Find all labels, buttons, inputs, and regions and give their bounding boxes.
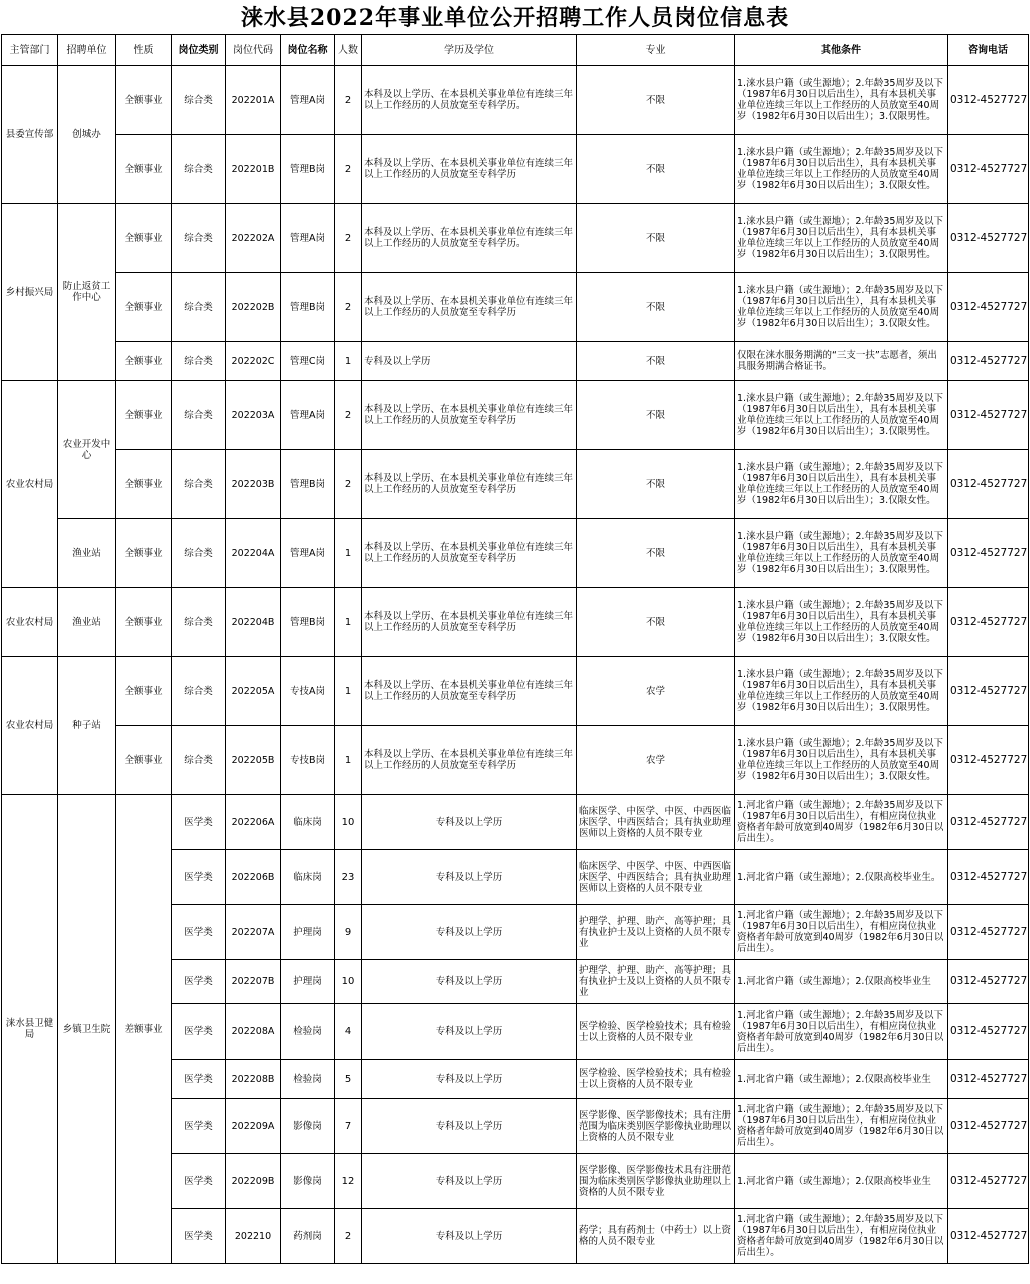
- category-cell: 综合类: [172, 66, 226, 135]
- post-name-cell: 护理岗: [281, 960, 335, 1004]
- category-cell: 综合类: [172, 342, 226, 381]
- recruitment-table: [1, 34, 1029, 1264]
- count-cell: 5: [335, 1060, 362, 1099]
- header-nature: 性质: [116, 35, 172, 66]
- post-name-cell: 管理B岗: [281, 273, 335, 342]
- category-cell: 综合类: [172, 657, 226, 726]
- count-cell: 9: [335, 905, 362, 960]
- count-cell: 1: [335, 519, 362, 588]
- table-row: [2, 588, 1029, 657]
- phone-cell: 0312-4527727: [948, 1060, 1029, 1099]
- category-cell: 医学类: [172, 1154, 226, 1209]
- code-cell: 202209A: [226, 1099, 281, 1154]
- other-cell: 1.河北省户籍（或生源地）；2.年龄35周岁及以下（1987年6月30日以后出生），有相应岗位执业资格者年龄可放宽到40周岁（1982年6月30日以后出生）。: [735, 905, 948, 960]
- other-cell: 1.河北省户籍（或生源地）；2.年龄35周岁及以下（1987年6月30日以后出生），有相应岗位执业资格者年龄可放宽到40周岁（1982年6月30日以后出生）。: [735, 795, 948, 850]
- code-cell: 202204B: [226, 588, 281, 657]
- table-row: [2, 135, 1029, 204]
- post-name-cell: 专技A岗: [281, 657, 335, 726]
- major-cell: 不限: [577, 66, 735, 135]
- phone-cell: 0312-4527727: [948, 1099, 1029, 1154]
- other-cell: 1.河北省户籍（或生源地）；2.年龄35周岁及以下（1987年6月30日以后出生），有相应岗位执业资格者年龄可放宽到40周岁（1982年6月30日以后出生）。: [735, 1209, 948, 1264]
- code-cell: 202203A: [226, 381, 281, 450]
- unit-cell: 农业开发中心: [58, 381, 116, 519]
- nature-cell: 全额事业: [116, 450, 172, 519]
- education-cell: 本科及以上学历、在本县机关事业单位有连续三年以上工作经历的人员放宽至专科学历。: [362, 204, 577, 273]
- category-cell: 医学类: [172, 1209, 226, 1264]
- header-phone: 咨询电话: [948, 35, 1029, 66]
- count-cell: 2: [335, 204, 362, 273]
- count-cell: 2: [335, 273, 362, 342]
- dept-cell: 农业农村局: [2, 381, 58, 588]
- category-cell: 综合类: [172, 381, 226, 450]
- other-cell: 1.河北省户籍（或生源地）；2.仅限高校毕业生: [735, 960, 948, 1004]
- unit-cell: 种子站: [58, 657, 116, 795]
- major-cell: 不限: [577, 381, 735, 450]
- post-name-cell: 管理B岗: [281, 588, 335, 657]
- category-cell: 医学类: [172, 1099, 226, 1154]
- post-name-cell: 临床岗: [281, 795, 335, 850]
- header-code: 岗位代码: [226, 35, 281, 66]
- table-row: [2, 657, 1029, 726]
- phone-cell: 0312-4527727: [948, 1154, 1029, 1209]
- code-cell: 202206A: [226, 795, 281, 850]
- major-cell: 护理学、护理、助产、高等护理；具有执业护士及以上资格的人员不限专业: [577, 905, 735, 960]
- header-count: 人数: [335, 35, 362, 66]
- major-cell: 临床医学、中医学、中医、中西医临床医学、中西医结合；具有执业助理医师以上资格的人员不限专业: [577, 795, 735, 850]
- code-cell: 202208A: [226, 1004, 281, 1060]
- other-cell: 1.河北省户籍（或生源地）；2.年龄35周岁及以下（1987年6月30日以后出生），有相应岗位执业资格者年龄可放宽到40周岁（1982年6月30日以后出生）。: [735, 1004, 948, 1060]
- other-cell: 1.河北省户籍（或生源地）；2.仅限高校毕业生。: [735, 850, 948, 905]
- category-cell: 医学类: [172, 905, 226, 960]
- major-cell: 临床医学、中医学、中医、中西医临床医学、中西医结合；具有执业助理医师以上资格的人员不限专业: [577, 850, 735, 905]
- code-cell: 202208B: [226, 1060, 281, 1099]
- other-cell: 1.涞水县户籍（或生源地）；2.年龄35周岁及以下（1987年6月30日以后出生），具有本县机关事业单位连续三年以上工作经历的人员放宽至40周岁（1982年6月30日以后出生）；3.仅限女性。: [735, 726, 948, 795]
- count-cell: 1: [335, 588, 362, 657]
- header-row: [2, 35, 1029, 66]
- education-cell: 本科及以上学历、在本县机关事业单位有连续三年以上工作经历的人员放宽至专科学历: [362, 519, 577, 588]
- page-title: 涞水县2022年事业单位公开招聘工作人员岗位信息表: [240, 5, 790, 31]
- education-cell: 专科及以上学历: [362, 1060, 577, 1099]
- table-row: [2, 519, 1029, 588]
- unit-cell: 防止返贫工作中心: [58, 204, 116, 381]
- major-cell: 不限: [577, 450, 735, 519]
- education-cell: 本科及以上学历、在本县机关事业单位有连续三年以上工作经历的人员放宽至专科学历: [362, 273, 577, 342]
- major-cell: 不限: [577, 204, 735, 273]
- post-name-cell: 检验岗: [281, 1004, 335, 1060]
- nature-cell: 全额事业: [116, 204, 172, 273]
- category-cell: 综合类: [172, 450, 226, 519]
- education-cell: 专科及以上学历: [362, 1154, 577, 1209]
- post-name-cell: 管理A岗: [281, 204, 335, 273]
- other-cell: 1.涞水县户籍（或生源地）；2.年龄35周岁及以下（1987年6月30日以后出生），具有本县机关事业单位连续三年以上工作经历的人员放宽至40周岁（1982年6月30日以后出生）；3.仅限女性。: [735, 135, 948, 204]
- code-cell: 202207B: [226, 960, 281, 1004]
- post-name-cell: 临床岗: [281, 850, 335, 905]
- category-cell: 医学类: [172, 795, 226, 850]
- education-cell: 专科及以上学历: [362, 960, 577, 1004]
- count-cell: 10: [335, 960, 362, 1004]
- post-name-cell: 管理A岗: [281, 66, 335, 135]
- count-cell: 2: [335, 135, 362, 204]
- post-name-cell: 药剂岗: [281, 1209, 335, 1264]
- count-cell: 1: [335, 657, 362, 726]
- nature-cell: 全额事业: [116, 519, 172, 588]
- other-cell: 1.涞水县户籍（或生源地）；2.年龄35周岁及以下（1987年6月30日以后出生），具有本县机关事业单位连续三年以上工作经历的人员放宽至40周岁（1982年6月30日以后出生）；3.仅限男性。: [735, 204, 948, 273]
- header-name: 岗位名称: [281, 35, 335, 66]
- table-row: [2, 342, 1029, 381]
- count-cell: 10: [335, 795, 362, 850]
- header-education: 学历及学位: [362, 35, 577, 66]
- table-row: [2, 66, 1029, 135]
- phone-cell: 0312-4527727: [948, 960, 1029, 1004]
- nature-cell: 全额事业: [116, 342, 172, 381]
- education-cell: 专科及以上学历: [362, 795, 577, 850]
- post-name-cell: 管理A岗: [281, 381, 335, 450]
- dept-cell: 县委宣传部: [2, 66, 58, 204]
- unit-cell: 创城办: [58, 66, 116, 204]
- phone-cell: 0312-4527727: [948, 342, 1029, 381]
- education-cell: 本科及以上学历、在本县机关事业单位有连续三年以上工作经历的人员放宽至专科学历: [362, 381, 577, 450]
- phone-cell: 0312-4527727: [948, 850, 1029, 905]
- other-cell: 1.涞水县户籍（或生源地）；2.年龄35周岁及以下（1987年6月30日以后出生），具有本县机关事业单位连续三年以上工作经历的人员放宽至40周岁（1982年6月30日以后出生）；3.仅限男性。: [735, 519, 948, 588]
- phone-cell: 0312-4527727: [948, 1004, 1029, 1060]
- major-cell: 医学影像、医学影像技术具有注册范围为临床类别医学影像执业助理以上资格的人员不限专业: [577, 1154, 735, 1209]
- phone-cell: 0312-4527727: [948, 450, 1029, 519]
- education-cell: 专科及以上学历: [362, 1209, 577, 1264]
- other-cell: 1.涞水县户籍（或生源地）；2.年龄35周岁及以下（1987年6月30日以后出生），具有本县机关事业单位连续三年以上工作经历的人员放宽至40周岁（1982年6月30日以后出生）；3.仅限男性。: [735, 657, 948, 726]
- unit-cell: 渔业站: [58, 519, 116, 588]
- unit-cell: 乡镇卫生院: [58, 795, 116, 1264]
- phone-cell: 0312-4527727: [948, 905, 1029, 960]
- phone-cell: 0312-4527727: [948, 588, 1029, 657]
- table-row: [2, 273, 1029, 342]
- post-name-cell: 管理B岗: [281, 135, 335, 204]
- other-cell: 1.河北省户籍（或生源地）；2.年龄35周岁及以下（1987年6月30日以后出生），有相应岗位执业资格者年龄可放宽到40周岁（1982年6月30日以后出生）。: [735, 1099, 948, 1154]
- other-cell: 1.涞水县户籍（或生源地）；2.年龄35周岁及以下（1987年6月30日以后出生），具有本县机关事业单位连续三年以上工作经历的人员放宽至40周岁（1982年6月30日以后出生）；3.仅限男性。: [735, 381, 948, 450]
- header-category: 岗位类别: [172, 35, 226, 66]
- other-cell: 1.河北省户籍（或生源地）；2.仅限高校毕业生: [735, 1060, 948, 1099]
- education-cell: 本科及以上学历、在本县机关事业单位有连续三年以上工作经历的人员放宽至专科学历: [362, 726, 577, 795]
- category-cell: 医学类: [172, 960, 226, 1004]
- education-cell: 专科及以上学历: [362, 850, 577, 905]
- count-cell: 23: [335, 850, 362, 905]
- major-cell: 医学影像、医学影像技术；具有注册范围为临床类别医学影像执业助理以上资格的人员不限专业: [577, 1099, 735, 1154]
- phone-cell: 0312-4527727: [948, 795, 1029, 850]
- post-name-cell: 管理A岗: [281, 519, 335, 588]
- count-cell: 1: [335, 726, 362, 795]
- count-cell: 7: [335, 1099, 362, 1154]
- count-cell: 2: [335, 66, 362, 135]
- dept-cell: 农业农村局: [2, 657, 58, 795]
- major-cell: 不限: [577, 273, 735, 342]
- nature-cell: 全额事业: [116, 381, 172, 450]
- category-cell: 医学类: [172, 1060, 226, 1099]
- code-cell: 202202A: [226, 204, 281, 273]
- code-cell: 202202B: [226, 273, 281, 342]
- code-cell: 202202C: [226, 342, 281, 381]
- count-cell: 2: [335, 450, 362, 519]
- dept-cell: 涞水县卫健局: [2, 795, 58, 1264]
- code-cell: 202201A: [226, 66, 281, 135]
- count-cell: 12: [335, 1154, 362, 1209]
- phone-cell: 0312-4527727: [948, 66, 1029, 135]
- category-cell: 医学类: [172, 1004, 226, 1060]
- nature-cell: 全额事业: [116, 657, 172, 726]
- unit-cell: 渔业站: [58, 588, 116, 657]
- nature-cell: 全额事业: [116, 726, 172, 795]
- dept-cell: 农业农村局: [2, 588, 58, 657]
- other-cell: 1.河北省户籍（或生源地）；2.仅限高校毕业生: [735, 1154, 948, 1209]
- education-cell: 专科及以上学历: [362, 905, 577, 960]
- education-cell: 本科及以上学历、在本县机关事业单位有连续三年以上工作经历的人员放宽至专科学历: [362, 135, 577, 204]
- major-cell: 医学检验、医学检验技术；具有检验士以上资格的人员不限专业: [577, 1060, 735, 1099]
- code-cell: 202205A: [226, 657, 281, 726]
- category-cell: 综合类: [172, 588, 226, 657]
- education-cell: 本科及以上学历、在本县机关事业单位有连续三年以上工作经历的人员放宽至专科学历: [362, 450, 577, 519]
- education-cell: 本科及以上学历、在本县机关事业单位有连续三年以上工作经历的人员放宽至专科学历: [362, 588, 577, 657]
- major-cell: 药学；具有药剂士（中药士）以上资格的人员不限专业: [577, 1209, 735, 1264]
- post-name-cell: 管理C岗: [281, 342, 335, 381]
- other-cell: 仅限在涞水服务期满的“三支一扶”志愿者，须出具服务期满合格证书。: [735, 342, 948, 381]
- post-name-cell: 专技B岗: [281, 726, 335, 795]
- other-cell: 1.涞水县户籍（或生源地）；2.年龄35周岁及以下（1987年6月30日以后出生），具有本县机关事业单位连续三年以上工作经历的人员放宽至40周岁（1982年6月30日以后出生）；3.仅限女性。: [735, 273, 948, 342]
- category-cell: 医学类: [172, 850, 226, 905]
- major-cell: 医学检验、医学检验技术；具有检验士以上资格的人员不限专业: [577, 1004, 735, 1060]
- major-cell: 护理学、护理、助产、高等护理；具有执业护士及以上资格的人员不限专业: [577, 960, 735, 1004]
- header-major: 专业: [577, 35, 735, 66]
- major-cell: 不限: [577, 519, 735, 588]
- phone-cell: 0312-4527727: [948, 726, 1029, 795]
- major-cell: 不限: [577, 588, 735, 657]
- table-row: [2, 450, 1029, 519]
- code-cell: 202205B: [226, 726, 281, 795]
- header-other: 其他条件: [735, 35, 948, 66]
- other-cell: 1.涞水县户籍（或生源地）；2.年龄35周岁及以下（1987年6月30日以后出生），具有本县机关事业单位连续三年以上工作经历的人员放宽至40周岁（1982年6月30日以后出生）；3.仅限女性。: [735, 450, 948, 519]
- post-name-cell: 影像岗: [281, 1154, 335, 1209]
- phone-cell: 0312-4527727: [948, 519, 1029, 588]
- code-cell: 202209B: [226, 1154, 281, 1209]
- major-cell: 农学: [577, 657, 735, 726]
- header-dept: 主管部门: [2, 35, 58, 66]
- post-name-cell: 影像岗: [281, 1099, 335, 1154]
- post-name-cell: 管理B岗: [281, 450, 335, 519]
- post-name-cell: 护理岗: [281, 905, 335, 960]
- category-cell: 综合类: [172, 135, 226, 204]
- count-cell: 2: [335, 381, 362, 450]
- category-cell: 综合类: [172, 726, 226, 795]
- category-cell: 综合类: [172, 273, 226, 342]
- phone-cell: 0312-4527727: [948, 1209, 1029, 1264]
- phone-cell: 0312-4527727: [948, 273, 1029, 342]
- nature-cell: 全额事业: [116, 273, 172, 342]
- phone-cell: 0312-4527727: [948, 657, 1029, 726]
- education-cell: 本科及以上学历、在本县机关事业单位有连续三年以上工作经历的人员放宽至专科学历: [362, 657, 577, 726]
- header-unit: 招聘单位: [58, 35, 116, 66]
- phone-cell: 0312-4527727: [948, 135, 1029, 204]
- education-cell: 专科及以上学历: [362, 342, 577, 381]
- table-row: [2, 204, 1029, 273]
- education-cell: 专科及以上学历: [362, 1004, 577, 1060]
- education-cell: 专科及以上学历: [362, 1099, 577, 1154]
- dept-cell: 乡村振兴局: [2, 204, 58, 381]
- table-row: [2, 381, 1029, 450]
- category-cell: 综合类: [172, 519, 226, 588]
- post-name-cell: 检验岗: [281, 1060, 335, 1099]
- code-cell: 202204A: [226, 519, 281, 588]
- nature-cell: 全额事业: [116, 588, 172, 657]
- code-cell: 202210: [226, 1209, 281, 1264]
- category-cell: 综合类: [172, 204, 226, 273]
- code-cell: 202206B: [226, 850, 281, 905]
- code-cell: 202207A: [226, 905, 281, 960]
- nature-cell: 差额事业: [116, 795, 172, 1264]
- phone-cell: 0312-4527727: [948, 381, 1029, 450]
- major-cell: 不限: [577, 342, 735, 381]
- major-cell: 农学: [577, 726, 735, 795]
- count-cell: 1: [335, 342, 362, 381]
- major-cell: 不限: [577, 135, 735, 204]
- table-row: [2, 795, 1029, 850]
- nature-cell: 全额事业: [116, 135, 172, 204]
- count-cell: 2: [335, 1209, 362, 1264]
- code-cell: 202201B: [226, 135, 281, 204]
- nature-cell: 全额事业: [116, 66, 172, 135]
- other-cell: 1.涞水县户籍（或生源地）；2.年龄35周岁及以下（1987年6月30日以后出生），具有本县机关事业单位连续三年以上工作经历的人员放宽至40周岁（1982年6月30日以后出生）；3.仅限女性。: [735, 588, 948, 657]
- education-cell: 本科及以上学历、在本县机关事业单位有连续三年以上工作经历的人员放宽至专科学历。: [362, 66, 577, 135]
- table-row: [2, 726, 1029, 795]
- phone-cell: 0312-4527727: [948, 204, 1029, 273]
- other-cell: 1.涞水县户籍（或生源地）；2.年龄35周岁及以下（1987年6月30日以后出生），具有本县机关事业单位连续三年以上工作经历的人员放宽至40周岁（1982年6月30日以后出生）；3.仅限男性。: [735, 66, 948, 135]
- code-cell: 202203B: [226, 450, 281, 519]
- count-cell: 4: [335, 1004, 362, 1060]
